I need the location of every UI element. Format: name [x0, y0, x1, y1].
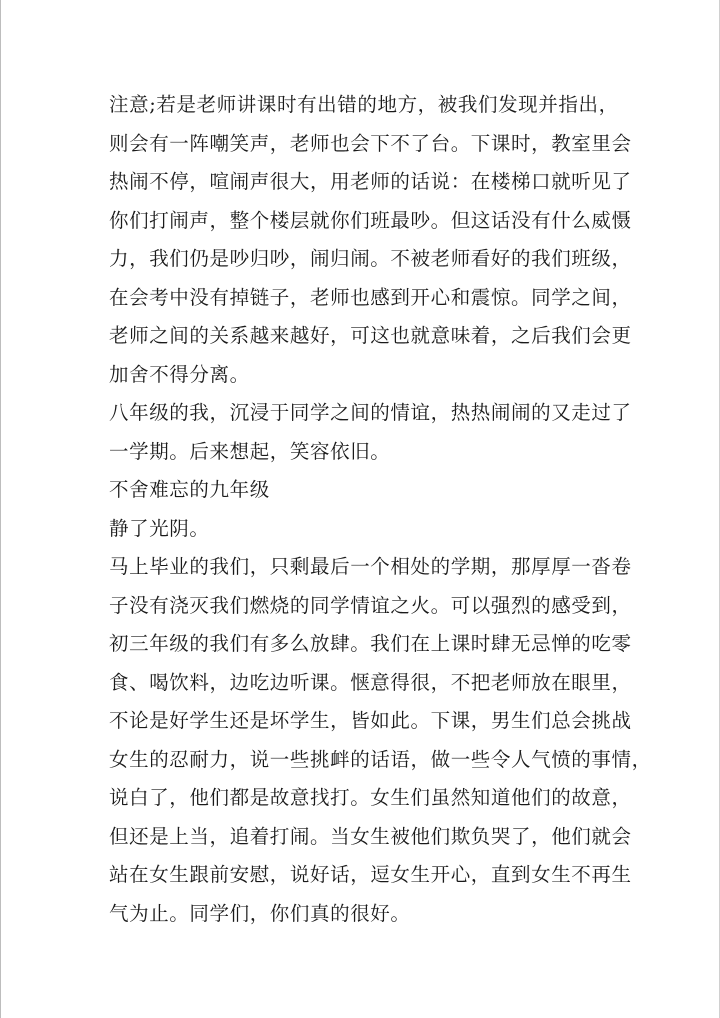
text-line: 初三年级的我们有多么放肆。我们在上课时肆无忌惮的吃零: [109, 632, 632, 655]
text-line: 气为止。同学们，你们真的很好。: [109, 901, 411, 925]
section-heading: 不舍难忘的九年级: [109, 478, 270, 501]
text-line: 子没有浇灭我们燃烧的同学情谊之火。可以强烈的感受到，: [109, 593, 632, 617]
text-line: 在会考中没有掉链子，老师也感到开心和震惊。同学之间，: [109, 285, 632, 309]
page-border-left: [0, 0, 1, 1018]
text-line: 一学期。后来想起，笑容依旧。: [109, 439, 391, 463]
text-line: 女生的忍耐力，说一些挑衅的话语，做一些令人气愤的事情，: [109, 747, 652, 771]
text-line: 食、喝饮料，边吃边听课。惬意得很，不把老师放在眼里，: [109, 670, 632, 694]
text-line: 静了光阴。: [109, 516, 210, 540]
text-line: 力，我们仍是吵归吵，闹归闹。不被老师看好的我们班级，: [109, 247, 632, 270]
document-body: [109, 86, 652, 933]
text-line: 热闹不停，喧闹声很大，用老师的话说：在楼梯口就听见了: [109, 170, 632, 193]
text-line: 说白了，他们都是故意找打。女生们虽然知道他们的故意，: [109, 786, 632, 809]
text-line: 你们打闹声，整个楼层就你们班最吵。但这话没有什么威慑: [109, 208, 632, 232]
text-line: 则会有一阵嘲笑声，老师也会下不了台。下课时，教室里会: [109, 131, 632, 155]
text-line: 站在女生跟前安慰，说好话，逗女生开心，直到女生不再生: [109, 863, 632, 886]
text-line: 不论是好学生还是坏学生，皆如此。下课，男生们总会挑战: [109, 709, 632, 732]
text-line: 马上毕业的我们，只剩最后一个相处的学期，那厚厚一沓卷: [109, 555, 632, 578]
text-line: 八年级的我，沉浸于同学之间的情谊，热热闹闹的又走过了: [109, 401, 632, 424]
text-line: 老师之间的关系越来越好，可这也就意味着，之后我们会更: [109, 324, 632, 347]
text-line: 但还是上当，追着打闹。当女生被他们欺负哭了，他们就会: [109, 824, 632, 848]
text-line: 注意;若是老师讲课时有出错的地方，被我们发现并指出，: [109, 93, 619, 116]
text-line: 加舍不得分离。: [109, 362, 250, 386]
